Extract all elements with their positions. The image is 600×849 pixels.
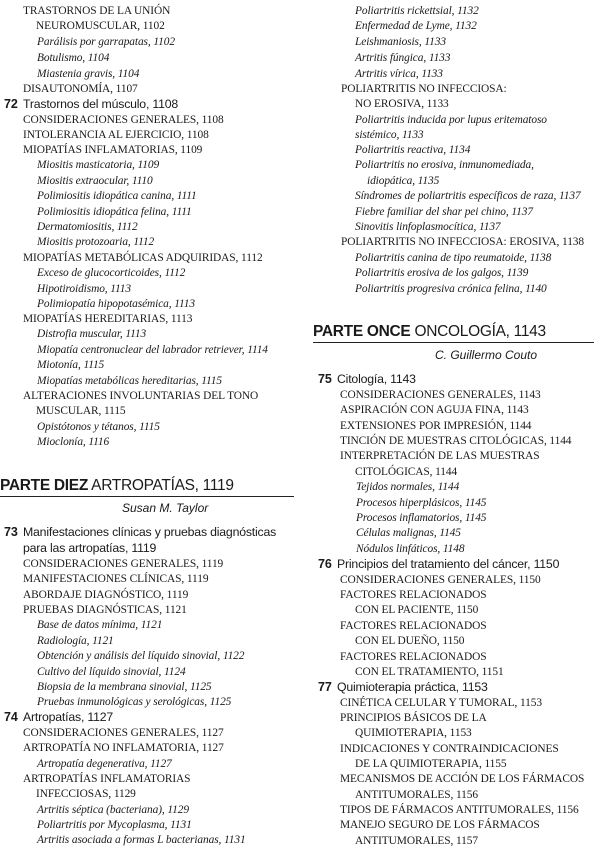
toc-section: TIPOS DE FÁRMACOS ANTITUMORALES, 1156 xyxy=(340,804,579,816)
part-label: PARTE ONCE xyxy=(313,323,411,340)
toc-subsection: Células malignas, 1145 xyxy=(356,527,461,539)
toc-section: MANIFESTACIONES CLÍNICAS, 1119 xyxy=(23,573,209,585)
chapter-title-cont: para las artropatías, 1119 xyxy=(23,541,157,555)
toc-subsection: Poliartritis por Mycoplasma, 1131 xyxy=(37,819,192,831)
toc-section: CON EL PACIENTE, 1150 xyxy=(355,604,479,616)
chapter-title: Manifestaciones clínicas y pruebas diagnósticas xyxy=(23,525,277,539)
chapter-title: Quimioterapia práctica, 1153 xyxy=(337,680,488,694)
toc-section: CITOLÓGICAS, 1144 xyxy=(355,466,458,478)
part-heading xyxy=(313,322,546,342)
chapter-number: 72 xyxy=(4,97,18,111)
toc-section: MIOPATÍAS METABÓLICAS ADQUIRIDAS, 1112 xyxy=(23,252,263,264)
toc-section: CON EL TRATAMIENTO, 1151 xyxy=(355,666,504,678)
chapter-number: 73 xyxy=(4,525,18,539)
toc-subsection: Nódulos linfáticos, 1148 xyxy=(356,543,465,555)
toc-subsection: Miositis extraocular, 1110 xyxy=(37,175,153,187)
chapter-title: Principios del tratamiento del cáncer, 1150 xyxy=(337,557,560,571)
toc-subsection: Miopatías metabólicas hereditarias, 1115 xyxy=(37,375,222,387)
toc-section: ASPIRACIÓN CON AGUJA FINA, 1143 xyxy=(340,404,529,416)
toc-subsection: Obtención y análisis del líquido sinovial, 1122 xyxy=(37,650,245,662)
toc-section: PRUEBAS DIAGNÓSTICAS, 1121 xyxy=(23,604,187,616)
toc-section: MIOPATÍAS HEREDITARIAS, 1113 xyxy=(23,313,193,325)
toc-subsection: Poliartritis erosiva de los galgos, 1139 xyxy=(355,267,529,279)
toc-subsection: Tejidos normales, 1144 xyxy=(356,481,460,493)
toc-subsection: Poliartritis rickettsial, 1132 xyxy=(355,5,479,17)
toc-subsection: Radiología, 1121 xyxy=(37,635,114,647)
toc-subsection: Fiebre familiar del shar pei chino, 1137 xyxy=(355,206,533,218)
toc-section: POLIARTRITIS NO INFECCIOSA: EROSIVA, 1138 xyxy=(341,236,584,248)
toc-subsection: Procesos hiperplásicos, 1145 xyxy=(356,497,487,509)
part-heading xyxy=(0,476,234,496)
chapter-title: Artropatías, 1127 xyxy=(23,710,114,724)
toc-subsection: Biopsia de la membrana sinovial, 1125 xyxy=(37,681,212,693)
toc-subsection: Artritis asociada a formas L bacterianas, 1131 xyxy=(37,834,246,846)
toc-subsection: Artritis vírica, 1133 xyxy=(355,68,443,80)
toc-section: QUIMIOTERAPIA, 1153 xyxy=(355,727,472,739)
toc-section: MANEJO SEGURO DE LOS FÁRMACOS xyxy=(340,819,540,831)
toc-section: ANTITUMORALES, 1157 xyxy=(355,835,478,847)
toc-subsection: Poliartritis progresiva crónica felina, 1140 xyxy=(355,283,547,295)
part-title: ARTROPATÍAS, 1119 xyxy=(88,477,234,494)
toc-subsection: Miositis protozoaria, 1112 xyxy=(37,236,155,248)
part-rule xyxy=(0,496,294,497)
toc-section: CON EL DUEÑO, 1150 xyxy=(355,635,465,647)
toc-subsection: Polimiositis idiopática felina, 1111 xyxy=(37,206,192,218)
toc-subsection: Miositis masticatoria, 1109 xyxy=(37,159,160,171)
toc-subsection: Procesos inflamatorios, 1145 xyxy=(356,512,487,524)
toc-subsection: Pruebas inmunológicas y serológicas, 1125 xyxy=(37,696,232,708)
toc-subsection: Poliartritis no erosiva, inmunomediada, xyxy=(355,159,534,171)
part-author: Susan M. Taylor xyxy=(122,501,209,515)
toc-section: CONSIDERACIONES GENERALES, 1150 xyxy=(340,574,541,586)
toc-section: CONSIDERACIONES GENERALES, 1127 xyxy=(23,727,224,739)
toc-subsection: Opistótonos y tétanos, 1115 xyxy=(37,421,160,433)
chapter-number: 77 xyxy=(318,680,332,694)
toc-subsection: Artritis fúngica, 1133 xyxy=(355,52,451,64)
toc-subsection: Poliartritis canina de tipo reumatoide, 1138 xyxy=(355,252,552,264)
toc-subsection: Miastenia gravis, 1104 xyxy=(37,68,140,80)
toc-section: ARTROPATÍAS INFLAMATORIAS xyxy=(23,773,191,785)
toc-subsection: Síndromes de poliartritis específicos de raza, 1137 xyxy=(355,190,581,202)
toc-section: PRINCIPIOS BÁSICOS DE LA xyxy=(340,712,487,724)
part-rule xyxy=(313,342,594,343)
toc-subsection: Dermatomiositis, 1112 xyxy=(37,221,138,233)
toc-section: DE LA QUIMIOTERAPIA, 1155 xyxy=(355,758,507,770)
toc-subsection: Distrofia muscular, 1113 xyxy=(37,328,147,340)
toc-subsection: idiopática, 1135 xyxy=(367,175,440,187)
toc-section: FACTORES RELACIONADOS xyxy=(340,620,487,632)
toc-section: ALTERACIONES INVOLUNTARIAS DEL TONO xyxy=(23,390,259,402)
toc-section: NO EROSIVA, 1133 xyxy=(355,98,449,110)
toc-section: CONSIDERACIONES GENERALES, 1143 xyxy=(340,389,541,401)
toc-subsection: Base de datos mínima, 1121 xyxy=(37,619,163,631)
toc-subsection: Exceso de glucocorticoides, 1112 xyxy=(37,267,186,279)
chapter-number: 76 xyxy=(318,557,332,571)
toc-section: INTOLERANCIA AL EJERCICIO, 1108 xyxy=(23,129,209,141)
part-author: C. Guillermo Couto xyxy=(435,348,538,362)
toc-section: ANTITUMORALES, 1156 xyxy=(355,789,478,801)
chapter-title: Trastornos del músculo, 1108 xyxy=(23,97,179,111)
toc-section: EXTENSIONES POR IMPRESIÓN, 1144 xyxy=(340,420,532,432)
toc-section: MIOPATÍAS INFLAMATORIAS, 1109 xyxy=(23,144,203,156)
toc-section: MUSCULAR, 1115 xyxy=(36,405,126,417)
toc-subsection: Botulismo, 1104 xyxy=(37,52,110,64)
toc-subsection: Polimiositis idiopática canina, 1111 xyxy=(37,190,197,202)
toc-subsection: Artropatía degenerativa, 1127 xyxy=(37,758,172,770)
toc-subsection: Miotonía, 1115 xyxy=(37,359,105,371)
toc-subsection: Miopatía centronuclear del labrador retriever, 1114 xyxy=(37,344,268,356)
toc-section: ARTROPATÍA NO INFLAMATORIA, 1127 xyxy=(23,742,224,754)
chapter-number: 75 xyxy=(318,372,332,386)
toc-section: TRASTORNOS DE LA UNIÓN xyxy=(23,5,171,17)
toc-subsection: Enfermedad de Lyme, 1132 xyxy=(355,20,477,32)
toc-subsection: Mioclonía, 1116 xyxy=(37,436,110,448)
toc-subsection: Cultivo del líquido sinovial, 1124 xyxy=(37,666,186,678)
toc-section: TINCIÓN DE MUESTRAS CITOLÓGICAS, 1144 xyxy=(340,435,572,447)
toc-section: NEUROMUSCULAR, 1102 xyxy=(36,20,165,32)
toc-section: INDICACIONES Y CONTRAINDICACIONES xyxy=(340,743,559,755)
toc-subsection: Poliartritis inducida por lupus eritematoso xyxy=(355,114,547,126)
toc-subsection: Hipotiroidismo, 1113 xyxy=(37,283,131,295)
toc-subsection: Leishmaniosis, 1133 xyxy=(355,36,446,48)
toc-section: POLIARTRITIS NO INFECCIOSA: xyxy=(341,83,507,95)
toc-section: CINÉTICA CELULAR Y TUMORAL, 1153 xyxy=(340,697,542,709)
toc-subsection: Artritis séptica (bacteriana), 1129 xyxy=(37,804,189,816)
toc-section: INFECCIOSAS, 1129 xyxy=(36,788,136,800)
chapter-number: 74 xyxy=(4,710,18,724)
toc-subsection: Parálisis por garrapatas, 1102 xyxy=(37,36,175,48)
toc-section: DISAUTONOMÍA, 1107 xyxy=(23,83,138,95)
toc-subsection: Polimiopatía hipopotasémica, 1113 xyxy=(37,298,195,310)
toc-section: FACTORES RELACIONADOS xyxy=(340,589,487,601)
toc-section: INTERPRETACIÓN DE LAS MUESTRAS xyxy=(340,450,540,462)
toc-section: CONSIDERACIONES GENERALES, 1108 xyxy=(23,114,224,126)
toc-section: CONSIDERACIONES GENERALES, 1119 xyxy=(23,558,224,570)
chapter-title: Citología, 1143 xyxy=(337,372,416,386)
toc-subsection: Sinovitis linfoplasmocítica, 1137 xyxy=(355,221,501,233)
part-title: ONCOLOGÍA, 1143 xyxy=(410,323,546,340)
toc-section: FACTORES RELACIONADOS xyxy=(340,651,487,663)
toc-subsection: sistémico, 1133 xyxy=(355,129,424,141)
toc-section: MECANISMOS DE ACCIÓN DE LOS FÁRMACOS xyxy=(340,773,585,785)
toc-subsection: Poliartritis reactiva, 1134 xyxy=(355,144,471,156)
part-label: PARTE DIEZ xyxy=(0,477,88,494)
toc-section: ABORDAJE DIAGNÓSTICO, 1119 xyxy=(23,589,189,601)
